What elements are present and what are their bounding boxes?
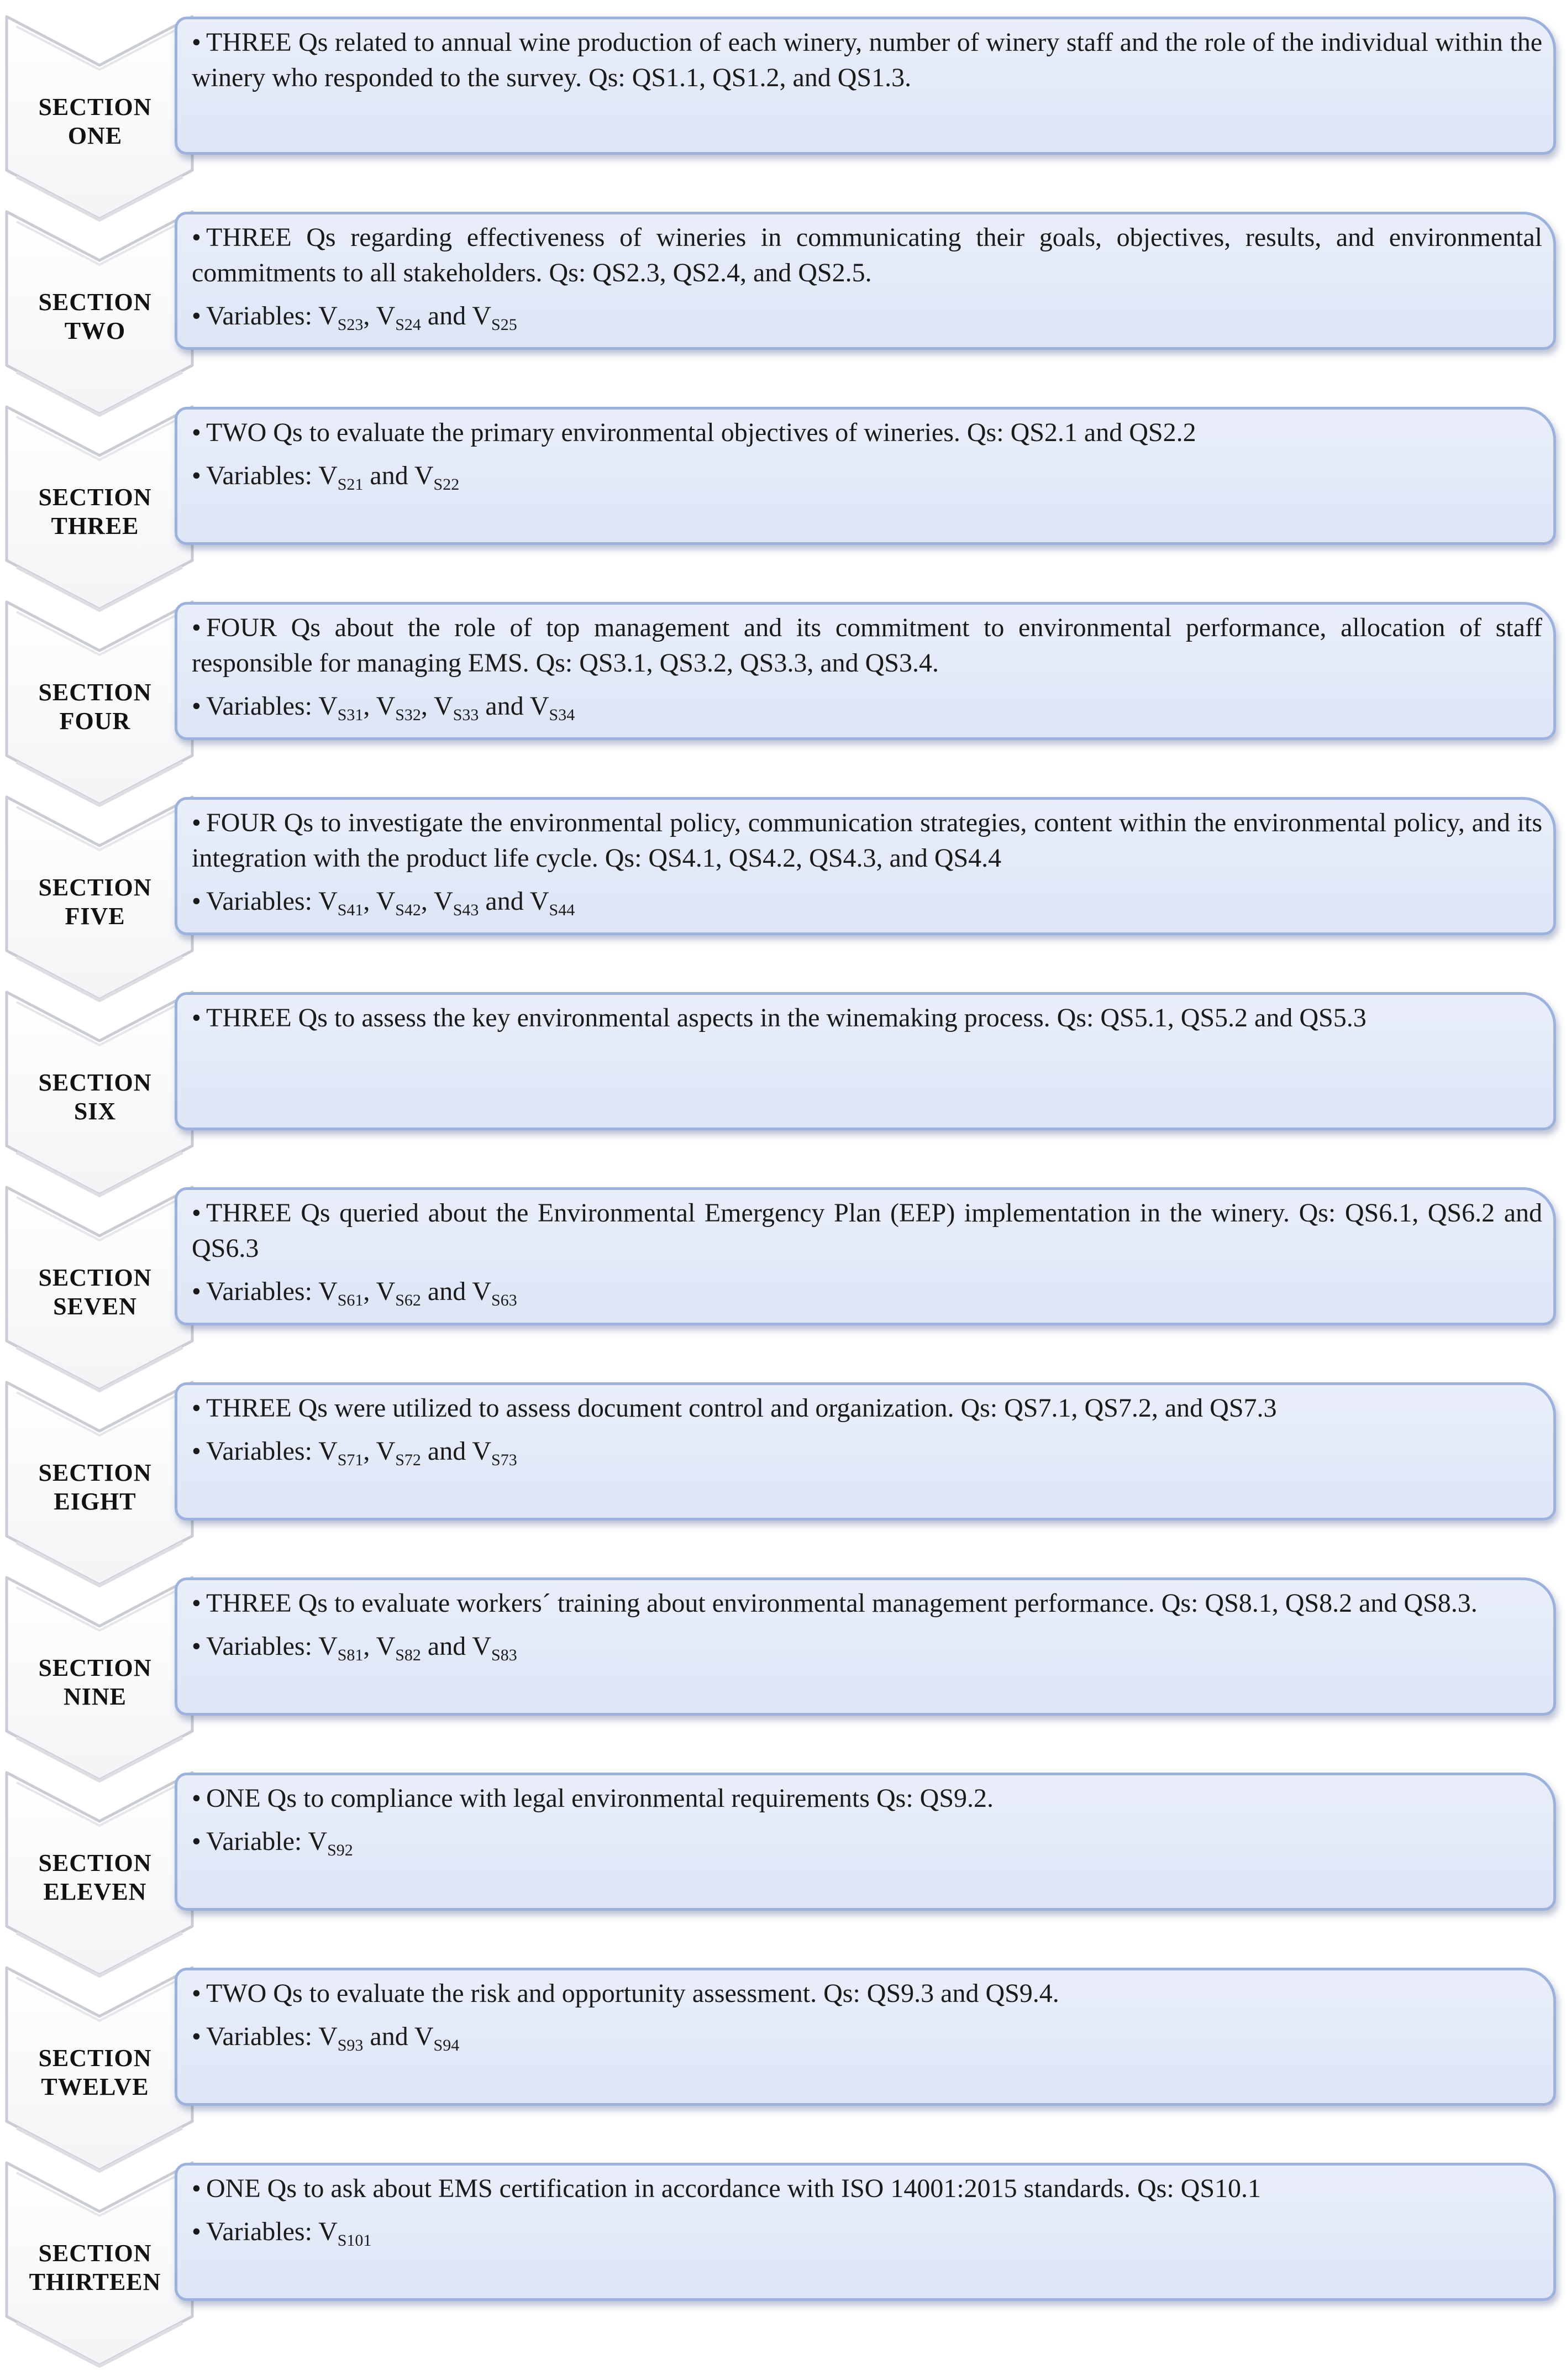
- section-label-word: NINE: [63, 1683, 127, 1710]
- variables-prefix: Variables:: [206, 2217, 319, 2246]
- variable-symbol: $V_{S31}$: [318, 691, 364, 724]
- section-description: [192, 2171, 1542, 2206]
- section-description: [192, 1586, 1542, 1621]
- section-label-word: SECTION: [38, 2045, 152, 2072]
- section-variables: • Variables: $V_{S21}$ and $V_{S22}$: [192, 458, 1542, 494]
- section-label-word: THIRTEEN: [29, 2268, 161, 2295]
- variables-prefix: Variables:: [206, 461, 319, 490]
- variables-prefix: Variables:: [206, 2022, 319, 2051]
- section-variables: • Variables: $V_{S41}$, $V_{S42}$, $V_{S43}$ and $V_{S44}$: [192, 884, 1542, 919]
- section-label: [12, 678, 178, 736]
- section-label-word: FIVE: [65, 903, 125, 930]
- section-row: [0, 407, 1566, 602]
- variable-symbol: $V_{S93}$: [318, 2022, 364, 2054]
- section-description-box: [175, 1968, 1556, 2106]
- variable-symbol: $V_{S62}$: [376, 1277, 421, 1309]
- section-row: [0, 797, 1566, 992]
- section-label-word: SECTION: [38, 93, 152, 120]
- section-label-word: SECTION: [38, 289, 152, 316]
- description-text: THREE Qs regarding effectiveness of wineries in communicating their goals, objectives, results, and environmental commitments to all stakeholders. Qs: QS2.3, QS2.4, and QS2.5.: [192, 223, 1542, 287]
- variables-prefix: Variable:: [206, 1827, 308, 1856]
- variable-symbol: $V_{S101}$: [318, 2217, 372, 2250]
- description-text: THREE Qs were utilized to assess document control and organization. Qs: QS7.1, QS7.2, and QS7.3: [206, 1393, 1277, 1423]
- bullet-icon: •: [192, 887, 201, 916]
- section-description-box: [175, 1382, 1556, 1521]
- section-description-box: [175, 1773, 1556, 1911]
- section-label-word: SECTION: [38, 1849, 152, 1876]
- bullet-icon: •: [192, 301, 201, 331]
- section-row: [0, 17, 1566, 212]
- section-label-word: SEVEN: [53, 1293, 137, 1320]
- description-text: FOUR Qs about the role of top management and its commitment to environmental performance, allocation of staff responsible for managing EMS. Qs: QS3.1, QS3.2, QS3.3, and QS3.4.: [192, 613, 1542, 678]
- bullet-icon: •: [192, 1277, 201, 1306]
- section-description: [192, 1976, 1542, 2011]
- variable-symbol: $V_{S32}$: [376, 691, 421, 724]
- section-description-box: [175, 797, 1556, 935]
- bullet-icon: •: [192, 1437, 201, 1466]
- variable-symbol: $V_{S61}$: [318, 1277, 364, 1309]
- description-text: ONE Qs to compliance with legal environmental requirements Qs: QS9.2.: [206, 1784, 994, 1813]
- section-label: [12, 2044, 178, 2101]
- section-variables: • Variables: $V_{S61}$, $V_{S62}$ and $V_{S63}$: [192, 1274, 1542, 1309]
- section-label: [12, 1654, 178, 1711]
- section-row: [0, 602, 1566, 797]
- section-description-box: [175, 992, 1556, 1130]
- variable-symbol: $V_{S43}$: [434, 887, 479, 919]
- section-description: [192, 1000, 1542, 1036]
- section-label: [12, 1459, 178, 1516]
- variable-symbol: $V_{S41}$: [318, 887, 364, 919]
- section-label-word: TWELVE: [41, 2073, 149, 2100]
- description-text: ONE Qs to ask about EMS certification in accordance with ISO 14001:2015 standards. Qs: QS10.1: [206, 2174, 1262, 2203]
- section-description-box: [175, 407, 1556, 545]
- bullet-icon: •: [192, 808, 201, 837]
- section-variables: • Variables: $V_{S81}$, $V_{S82}$ and $V_{S83}$: [192, 1629, 1542, 1664]
- description-text: TWO Qs to evaluate the risk and opportunity assessment. Qs: QS9.3 and QS9.4.: [206, 1979, 1059, 2008]
- section-label: [12, 93, 178, 150]
- description-text: FOUR Qs to investigate the environmental policy, communication strategies, content within the environmental policy, and its integration with the product life cycle. Qs: QS4.1, QS4.2, QS4.3, and QS4.4: [192, 808, 1542, 873]
- section-description: [192, 415, 1542, 450]
- section-row: [0, 1968, 1566, 2163]
- section-variables: [192, 1824, 1542, 1859]
- variable-symbol: $V_{S42}$: [376, 887, 421, 919]
- section-row: [0, 1773, 1566, 1968]
- section-label-word: SECTION: [38, 1654, 152, 1681]
- section-label-word: ONE: [67, 122, 123, 149]
- section-label: [12, 288, 178, 345]
- section-label-word: FOUR: [59, 707, 131, 735]
- bullet-icon: •: [192, 2217, 201, 2246]
- bullet-icon: •: [192, 1589, 201, 1618]
- bullet-icon: •: [192, 2022, 201, 2051]
- section-label-word: SECTION: [38, 2240, 152, 2267]
- description-text: THREE Qs related to annual wine production of each winery, number of winery staff and the role of the individual within the winery who responded to the survey. Qs: QS1.1, QS1.2, and QS1.3.: [192, 28, 1542, 92]
- bullet-icon: •: [192, 691, 201, 721]
- variable-symbol: $V_{S73}$: [472, 1437, 517, 1469]
- bullet-icon: •: [192, 2174, 201, 2203]
- section-label-word: SECTION: [38, 1459, 152, 1486]
- variable-symbol: $V_{S21}$: [318, 461, 364, 494]
- variables-prefix: Variables:: [206, 887, 319, 916]
- section-description-box: [175, 17, 1556, 155]
- section-row: [0, 1187, 1566, 1382]
- section-row: [0, 1382, 1566, 1577]
- section-description-box: [175, 212, 1556, 350]
- variable-symbol: $V_{S92}$: [308, 1827, 353, 1859]
- section-label: [12, 1068, 178, 1126]
- bullet-icon: •: [192, 1784, 201, 1813]
- variable-symbol: $V_{S25}$: [472, 301, 517, 334]
- bullet-icon: •: [192, 1003, 201, 1032]
- variable-symbol: $V_{S82}$: [376, 1632, 421, 1664]
- section-description: [192, 25, 1542, 96]
- variable-symbol: $V_{S81}$: [318, 1632, 364, 1664]
- section-label-word: EIGHT: [54, 1488, 136, 1515]
- section-label: [12, 1264, 178, 1321]
- section-variables: [192, 2214, 1542, 2250]
- section-label-word: SECTION: [38, 484, 152, 511]
- bullet-icon: •: [192, 613, 201, 642]
- section-label-word: SIX: [73, 1098, 117, 1125]
- bullet-icon: •: [192, 1393, 201, 1423]
- bullet-icon: •: [192, 28, 201, 57]
- bullet-icon: •: [192, 1979, 201, 2008]
- section-label: [12, 2239, 178, 2297]
- bullet-icon: •: [192, 1827, 201, 1856]
- variable-symbol: $V_{S24}$: [376, 301, 421, 334]
- variable-symbol: $V_{S23}$: [318, 301, 364, 334]
- section-row: [0, 992, 1566, 1187]
- section-row: [0, 2163, 1566, 2358]
- section-description-box: [175, 602, 1556, 740]
- description-text: THREE Qs to evaluate workers´ training about environmental management performance. Qs: QS8.1, QS8.2 and QS8.3.: [206, 1589, 1478, 1618]
- section-row: [0, 1577, 1566, 1773]
- variables-prefix: Variables:: [206, 1277, 319, 1306]
- section-description: [192, 220, 1542, 291]
- bullet-icon: •: [192, 1198, 201, 1228]
- bullet-icon: •: [192, 1632, 201, 1661]
- section-label-word: THREE: [51, 512, 139, 539]
- section-description-box: [175, 1187, 1556, 1325]
- variable-symbol: $V_{S33}$: [434, 691, 479, 724]
- section-label-word: SECTION: [38, 679, 152, 706]
- section-label-word: ELEVEN: [43, 1878, 147, 1905]
- description-text: THREE Qs queried about the Environmental Emergency Plan (EEP) implementation in the winery. Qs: QS6.1, QS6.2 and QS6.3: [192, 1198, 1542, 1263]
- variable-symbol: $V_{S22}$: [414, 461, 460, 494]
- section-description: [192, 610, 1542, 681]
- section-row: [0, 212, 1566, 407]
- section-variables: • Variables: $V_{S71}$, $V_{S72}$ and $V_{S73}$: [192, 1434, 1542, 1469]
- bullet-icon: •: [192, 418, 201, 447]
- section-label-word: TWO: [64, 317, 126, 344]
- section-variables: • Variables: $V_{S23}$, $V_{S24}$ and $V_{S25}$: [192, 298, 1542, 334]
- bullet-icon: •: [192, 223, 201, 252]
- section-label-word: SECTION: [38, 1069, 152, 1096]
- variable-symbol: $V_{S63}$: [472, 1277, 517, 1309]
- section-description-box: [175, 1577, 1556, 1716]
- variable-symbol: $V_{S83}$: [472, 1632, 517, 1664]
- section-description: [192, 805, 1542, 876]
- section-label-word: SECTION: [38, 874, 152, 901]
- variables-prefix: Variables:: [206, 1632, 319, 1661]
- section-variables: • Variables: $V_{S31}$, $V_{S32}$, $V_{S33}$ and $V_{S34}$: [192, 689, 1542, 724]
- section-description: [192, 1196, 1542, 1266]
- section-description: [192, 1781, 1542, 1816]
- variables-prefix: Variables:: [206, 1437, 319, 1466]
- section-label: [12, 483, 178, 541]
- description-text: TWO Qs to evaluate the primary environmental objectives of wineries. Qs: QS2.1 and QS2.2: [206, 418, 1196, 447]
- variable-symbol: $V_{S72}$: [376, 1437, 421, 1469]
- variable-symbol: $V_{S94}$: [414, 2022, 460, 2054]
- section-description-box: [175, 2163, 1556, 2301]
- section-description: [192, 1391, 1542, 1426]
- section-label-word: SECTION: [38, 1264, 152, 1291]
- bullet-icon: •: [192, 461, 201, 490]
- section-label: [12, 1849, 178, 1906]
- section-label: [12, 873, 178, 931]
- variable-symbol: $V_{S34}$: [529, 691, 575, 724]
- variables-prefix: Variables:: [206, 301, 319, 331]
- variable-symbol: $V_{S44}$: [529, 887, 575, 919]
- section-variables: • Variables: $V_{S93}$ and $V_{S94}$: [192, 2019, 1542, 2054]
- description-text: THREE Qs to assess the key environmental aspects in the winemaking process. Qs: QS5.1, QS5.2 and QS5.3: [206, 1003, 1367, 1032]
- variable-symbol: $V_{S71}$: [318, 1437, 364, 1469]
- variables-prefix: Variables:: [206, 691, 319, 721]
